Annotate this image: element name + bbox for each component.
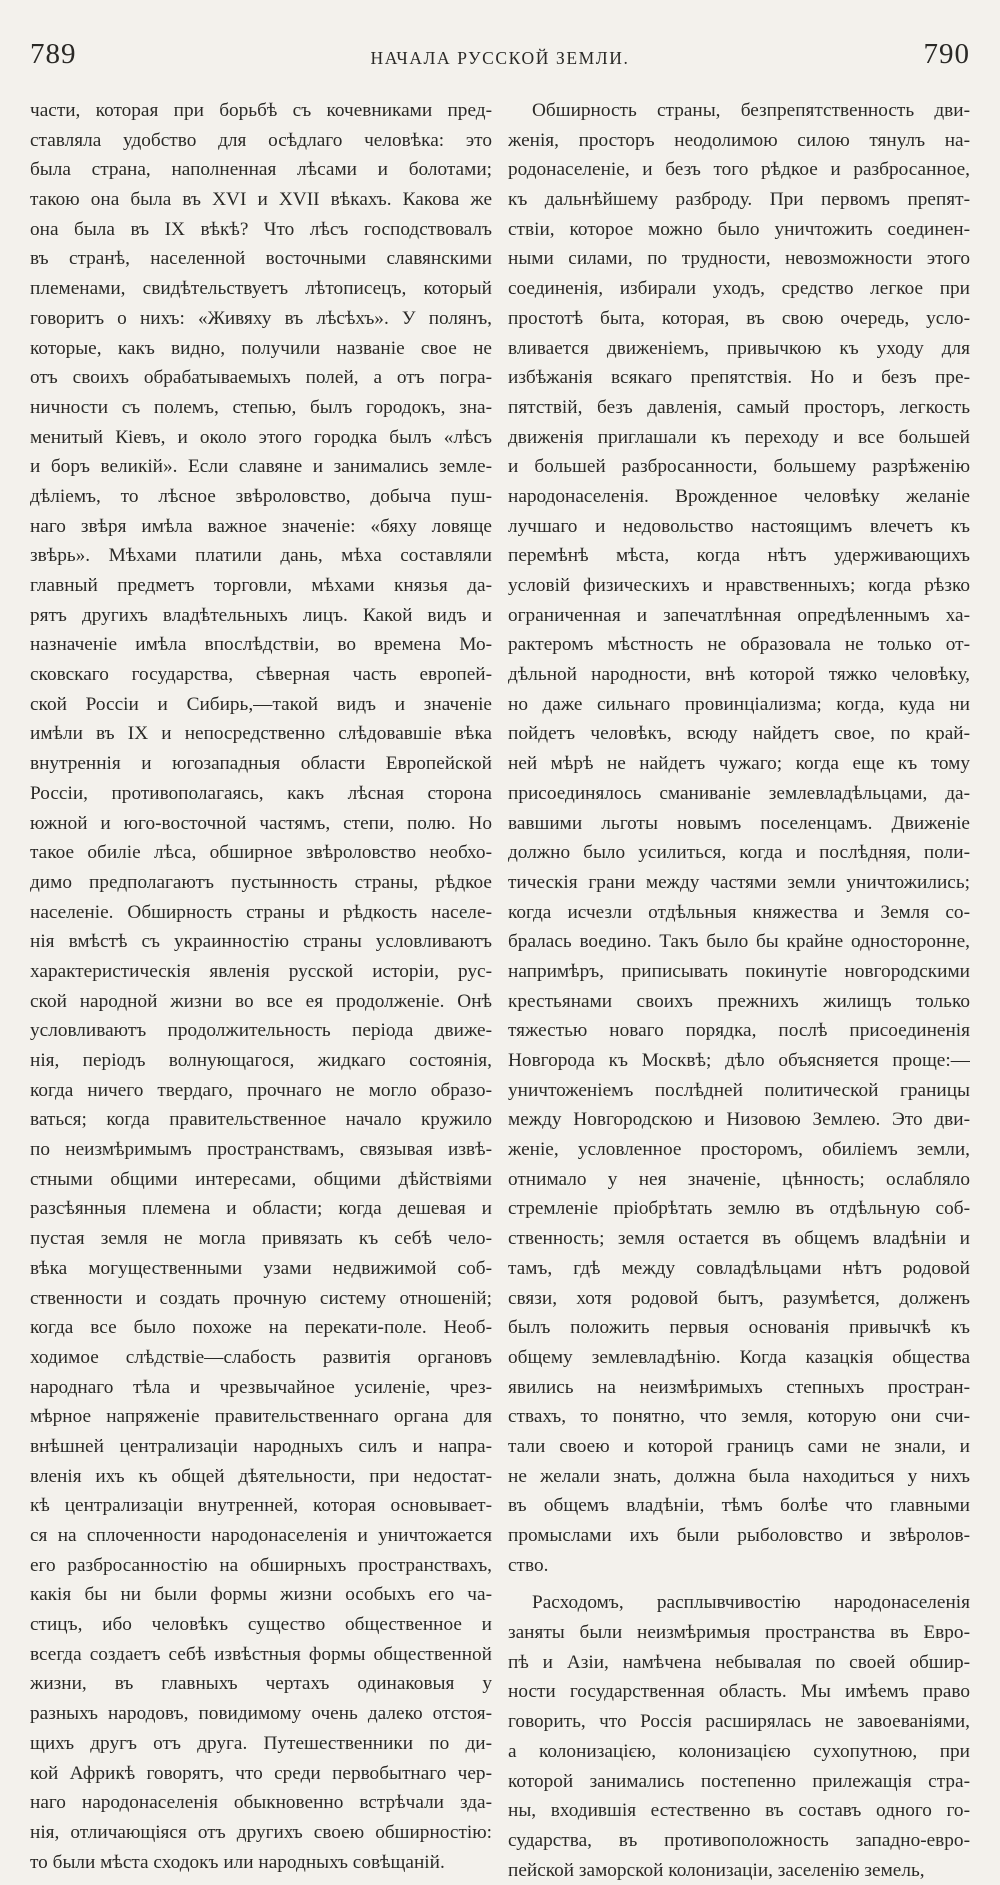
text-line: ствіи, которое можно было уничтожить соединен- <box>508 218 970 240</box>
text-line: вливается движеніемъ, привычкою къ уходу для <box>508 337 970 359</box>
text-line: отнимало у нея значеніе, цѣнность; ослабляло <box>508 1168 970 1190</box>
text-line: рактеромъ мѣстность не образовала не только от- <box>508 634 970 656</box>
text-line: дѣльной народности, внѣ которой тяжко человѣку, <box>508 664 970 686</box>
text-line: имѣли въ IX и непосредственно слѣдовавшіе вѣка <box>30 723 492 745</box>
text-line: не желали знать, должна была находиться у нихъ <box>508 1465 970 1487</box>
text-line: ности государственная область. Мы имѣемъ право <box>508 1681 970 1703</box>
text-line: условій физическихъ и нравственныхъ; когда рѣзко <box>508 575 970 596</box>
text-line: ство. <box>508 1554 549 1576</box>
text-line: тамъ, гдѣ между совладѣльцами нѣтъ родовой <box>508 1257 970 1279</box>
text-line: она была въ IX вѣкѣ? Что лѣсъ господствовалъ <box>30 218 492 240</box>
text-line: соединенія, избирали уходъ, средство легкое при <box>508 278 970 300</box>
text-line: ны, входившія естественно въ составъ одного го- <box>508 1800 970 1822</box>
text-line: тическія грани между частями земли уничтожились; <box>508 871 970 893</box>
text-line: то были мѣста сходокъ или народныхъ совѣщаній. <box>30 1851 445 1873</box>
text-line: стицъ, ибо человѣкъ существо общественное и <box>30 1614 492 1636</box>
text-line: части, которая при борьбѣ съ кочевниками пред- <box>30 100 492 121</box>
text-line: и боръ великій». Если славяне и занимались земле- <box>30 456 492 478</box>
text-line: говорить, что Россія расширялась не завоеваніями, <box>508 1711 970 1733</box>
right-column <box>508 96 970 1885</box>
text-line: внѣшней централизаціи народныхъ силъ и напра- <box>30 1435 492 1457</box>
text-line: димо предполагаютъ пустынность страны, рѣдкое <box>30 871 492 893</box>
text-line: когда исчезли отдѣльныя княжества и Земля со- <box>508 901 970 923</box>
text-line: ничности съ полемъ, степью, былъ городокъ, зна- <box>30 396 492 418</box>
left-column <box>30 96 492 1877</box>
text-line: ваться; когда правительственное начало кружило <box>30 1109 492 1131</box>
text-line: тали своею и которой границъ сами не знали, и <box>508 1435 970 1457</box>
text-line: которой занимались постепенно прилежащія стра- <box>508 1770 970 1792</box>
text-line: ственность; земля остается въ общемъ владѣніи и <box>508 1228 970 1250</box>
text-line: Новгорода къ Москвѣ; дѣло объясняется проще:— <box>508 1050 970 1071</box>
text-line: между Новгородскою и Низовою Землею. Это дви- <box>508 1109 970 1131</box>
text-line: пойдетъ человѣкъ, всюду найдетъ свое, по край- <box>508 723 970 745</box>
text-line: когда все было похоже на перекати-поле. Необ- <box>30 1317 492 1339</box>
text-line: пейской заморской колонизаціи, заселенію земель, <box>508 1859 925 1881</box>
text-line: отъ своихъ обрабатываемыхъ полей, а отъ погра- <box>30 367 492 389</box>
text-line: разныхъ народовъ, повидимому очень далеко отстоя- <box>30 1703 492 1725</box>
text-line: лучшаго и недовольство настоящимъ влечетъ къ <box>508 515 970 537</box>
text-line: бралась воедино. Такъ было бы крайне односторонне, <box>508 931 970 953</box>
text-line: явились на неизмѣримыхъ степныхъ простран- <box>508 1376 970 1398</box>
text-line: какія бы ни были формы жизни особыхъ его ча- <box>30 1584 492 1606</box>
text-line: ограниченная и запечатлѣнная опредѣленнымъ ха- <box>508 604 970 626</box>
text-line: женія, просторъ неодолимою силою тянулъ на- <box>508 129 970 151</box>
text-line: назначеніе имѣла впослѣдствіи, во времена Мо- <box>30 634 492 656</box>
text-line: говоритъ о нихъ: «Живяху въ лѣсѣхъ». У полянъ, <box>30 307 492 329</box>
text-line: стремленіе пріобрѣтать землю въ отдѣльную соб- <box>508 1198 970 1220</box>
text-line: Расходомъ, расплывчивостію народонаселенія <box>532 1592 970 1614</box>
text-line: ставляла удобство для осѣдлаго человѣка: это <box>30 129 492 151</box>
text-line: его разбросанностію на обширныхъ пространствахъ, <box>30 1554 492 1576</box>
text-line: южной и юго-восточной частямъ, степи, полю. Но <box>30 812 492 834</box>
text-line: ся на сплоченности народонаселенія и уничтожается <box>30 1525 492 1546</box>
text-line: вленія ихъ къ общей дѣятельности, при недостат- <box>30 1465 492 1487</box>
text-line: населеніе. Обширность страны и рѣдкость населе- <box>30 901 492 923</box>
text-line: сковскаго государства, сѣверная часть европей- <box>30 664 492 686</box>
text-line: звѣрь». Мѣхами платили дань, мѣха составляли <box>30 545 492 567</box>
text-line: главный предметъ торговли, мѣхами князья да- <box>30 575 492 596</box>
text-line: дѣліемъ, то лѣсное звѣроловство, добыча пуш- <box>30 485 492 507</box>
text-line: должно было усилиться, когда и послѣдняя, поли- <box>508 842 970 864</box>
text-line: женіе, условленное просторомъ, обиліемъ земли, <box>508 1139 970 1161</box>
text-line: условливаютъ продолжительность періода движе- <box>30 1020 492 1042</box>
text-line: кѣ централизаціи внутренней, которая основывает- <box>30 1495 492 1517</box>
text-line: которые, какъ видно, получили названіе свое не <box>30 337 492 359</box>
text-line: жизни, въ главныхъ чертахъ одинаковыя у <box>30 1673 492 1695</box>
text-line: простотѣ быта, которая, въ свою очередь, усло- <box>508 307 970 329</box>
text-line: всегда создаетъ себѣ извѣстныя формы общественной <box>30 1643 492 1665</box>
text-line: общему землевладѣнію. Когда казацкія общества <box>508 1346 970 1368</box>
page-number-right: 790 <box>923 38 970 70</box>
text-line: мѣрное напряженіе правительственнаго органа для <box>30 1406 492 1428</box>
text-line: но даже сильнаго провинціализма; когда, куда ни <box>508 693 970 715</box>
text-line: такою она была въ XVI и XVII вѣкахъ. Какова же <box>30 189 492 211</box>
text-line: сударства, въ противоположность западно-евро- <box>508 1829 970 1851</box>
text-line: нія, отличающіяся отъ другихъ своею обширностію: <box>30 1821 492 1843</box>
text-line: избѣжанія всякаго препятствія. Но и безъ пре- <box>508 367 970 389</box>
text-line: ствахъ, то понятно, что земля, которую они счи- <box>508 1406 970 1428</box>
text-line: по неизмѣримымъ пространствамъ, связывая извѣ- <box>30 1139 492 1161</box>
text-line: народонаселенія. Врожденное человѣку желаніе <box>508 485 970 507</box>
text-line: ней мѣрѣ не найдетъ чужаго; когда еще къ тому <box>508 753 970 775</box>
text-line: была страна, наполненная лѣсами и болотами; <box>30 159 492 181</box>
text-line: наго народонаселенія обыкновенно встрѣчали зда- <box>30 1792 492 1814</box>
text-line: вавшими льготы новымъ поселенцамъ. Движеніе <box>508 812 970 834</box>
text-line: когда ничего твердаго, прочнаго не могло образо- <box>30 1079 492 1101</box>
text-line: къ дальнѣйшему разброду. При первомъ препят- <box>508 189 970 211</box>
text-line: присоединялось сманиваніе землевладѣльцами, да- <box>508 782 970 804</box>
text-line: въ общемъ владѣніи, тѣмъ болѣе что главными <box>508 1495 970 1517</box>
text-line: народнаго тѣла и чрезвычайное усиленіе, чрез- <box>30 1376 492 1398</box>
text-line: движенія приглашали къ переходу и все большей <box>508 426 970 448</box>
text-line: крестьянами своихъ прежнихъ жилищъ только <box>508 990 970 1012</box>
text-line: ской народной жизни во все ея продолженіе. Онѣ <box>30 990 492 1012</box>
text-line: менитый Кіевъ, и около этого городка былъ «лѣсъ <box>30 426 492 448</box>
running-title: НАЧАЛА РУССКОЙ ЗЕМЛИ. <box>370 48 630 68</box>
text-line: рятъ другихъ владѣтельныхъ лицъ. Какой видъ и <box>30 604 492 626</box>
text-line: промыслами ихъ были рыболовство и звѣролов- <box>508 1525 970 1546</box>
text-line: ской Россіи и Сибирь,—такой видъ и значеніе <box>30 693 492 715</box>
text-line: перемѣнѣ мѣста, когда нѣтъ удерживающихъ <box>508 545 970 567</box>
text-line: Россіи, противополагаясь, какъ лѣсная сторона <box>30 782 492 804</box>
text-line: былъ положить первыя основанія привычкѣ къ <box>508 1317 970 1339</box>
paragraph-gap <box>508 1580 970 1588</box>
text-line: кой Африкѣ говорятъ, что среди первобытнаго чер- <box>30 1762 492 1784</box>
text-line: характеристическія явленія русской исторіи, рус- <box>30 960 492 982</box>
page-header <box>30 38 970 78</box>
text-line: заняты были неизмѣримыя пространства въ Евро- <box>508 1622 970 1644</box>
text-line: Обширность страны, безпрепятственность дви- <box>532 100 970 121</box>
text-line: связи, хотя родовой бытъ, разумѣется, долженъ <box>508 1287 970 1309</box>
text-line: уничтоженіемъ послѣдней политической границы <box>508 1079 970 1101</box>
text-line: пѣ и Азіи, намѣчена небывалая по своей обшир- <box>508 1651 970 1673</box>
text-line: племенами, свидѣтельствуетъ лѣтописецъ, который <box>30 278 492 300</box>
text-line: напримѣръ, приписывать покинутіе новгородскими <box>508 960 970 982</box>
text-line: нія, періодъ волнующагося, жидкаго состоянія, <box>30 1050 492 1071</box>
text-line: ственности и создать прочную систему отношеній; <box>30 1287 492 1309</box>
text-line: внутреннія и югозападныя области Европейской <box>30 753 492 775</box>
text-line: такое обиліе лѣса, обширное звѣроловство необхо- <box>30 842 492 864</box>
text-line: стными общими интересами, общими дѣйствіями <box>30 1168 492 1190</box>
text-line: пустая земля не могла привязать къ себѣ чело- <box>30 1228 492 1250</box>
text-line: родонаселеніе, и безъ того рѣдкое и разбросанное, <box>508 159 970 181</box>
text-line: нія вмѣстѣ съ украинностію страны условливаютъ <box>30 931 492 953</box>
text-line: пятствій, безъ давленія, самый просторъ, легкость <box>508 396 970 418</box>
text-line: въ странѣ, населенной восточными славянскими <box>30 248 492 270</box>
text-line: разсѣянныя племена и области; когда дешевая и <box>30 1198 492 1220</box>
text-line: щихъ другъ отъ друга. Путешественники по ди- <box>30 1732 492 1754</box>
text-line: ными силами, по трудности, невозможности этого <box>508 248 970 270</box>
text-line: наго звѣря имѣла важное значеніе: «бяху ловяще <box>30 515 492 537</box>
page-number-left: 789 <box>30 38 77 70</box>
text-line: и большей разбросанности, большему разрѣженію <box>508 456 970 478</box>
text-line: ходимое слѣдствіе—слабость развитія органовъ <box>30 1346 492 1368</box>
text-line: вѣка могущественными узами недвижимой соб- <box>30 1257 492 1279</box>
text-line: а колонизацією, колонизацією сухопутною, при <box>508 1740 970 1762</box>
text-line: тяжестью новаго порядка, послѣ присоединенія <box>508 1020 970 1042</box>
